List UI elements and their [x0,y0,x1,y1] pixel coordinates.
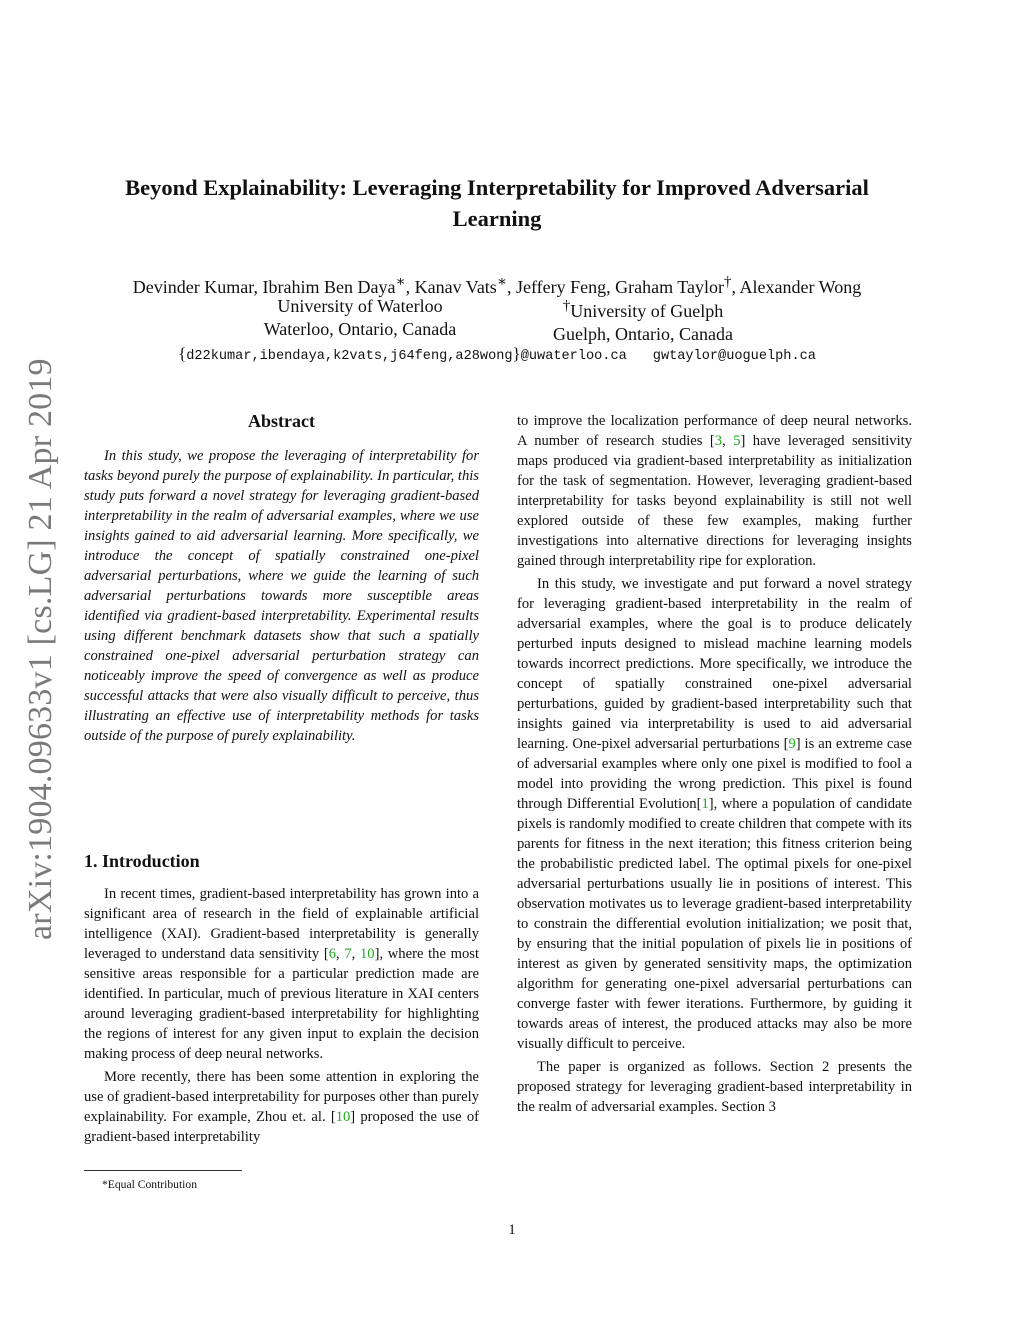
right-paragraph-3: The paper is organized as follows. Section 2 presents the proposed strategy for leveraging gradient-based interpretability in the realm of adversarial examples. Section 3 [517,1059,912,1115]
page-number: 1 [508,1222,516,1238]
citation-link[interactable]: 10 [359,946,375,962]
email-usernames: d22kumar,ibendaya,k2vats,j64feng,a28wong [186,349,513,364]
introduction-heading: 1. Introduction [84,851,200,871]
citation-link[interactable]: 5 [733,433,741,449]
author-emails [60,344,934,367]
citation-link[interactable]: 3 [714,433,723,449]
author-names: Devinder Kumar, Ibrahim Ben Daya [132,277,396,297]
author-names: , Kanav Vats [405,277,497,297]
affiliation-waterloo [255,295,465,341]
citation-link[interactable]: 10 [335,1109,351,1125]
dagger-mark: † [562,298,571,314]
right-column [517,411,912,1117]
introduction-section [84,849,479,1147]
email-guelph: gwtaylor@uoguelph.ca [652,349,816,364]
email-open-brace: { [178,344,187,363]
affiliation-location: Waterloo, Ontario, Canada [263,319,457,339]
affiliation-guelph [533,295,753,346]
intro-paragraph-2: More recently, there has been some attention in exploring the use of gradient-based interpretability for purposes other than purely explainability. For example, Zhou et. al. [10] proposed the use of gradient-based interpretability [84,1069,479,1145]
citation-link[interactable]: 9 [788,736,796,752]
paper-title: Beyond Explainability: Leveraging Interpretability for Improved Adversarial Learning [125,175,869,231]
affiliation-name: University of Waterloo [277,296,443,316]
affiliation-location: Guelph, Ontario, Canada [553,324,733,344]
equal-contribution-mark: ∗ [395,274,406,290]
dagger-mark: † [724,274,732,290]
right-paragraph-1: to improve the localization performance of deep neural networks. A number of research studies [3, 5] have leveraged sensitivity maps produced via gradient-based interpretability as initialization for the task of segmentation. However, leveraging gradient-based interpretability for tasks beyond explainability is still not well explored outside of these few examples, making further investigations into alternative directions for leveraging insights gained through interpretability ripe for exploration. [517,413,912,569]
abstract-heading: Abstract [248,411,315,431]
equal-contribution-mark: ∗ [496,274,508,290]
intro-paragraph-1: In recent times, gradient-based interpretability has grown into a significant area of research in the field of explainable artificial intelligence (XAI). Gradient-based interpretability is generally leveraged to understand data sensitivity [6, 7, 10], where the most sensitive areas responsible for a particular prediction made are identified. In particular, much of previous literature in XAI centers around leveraging gradient-based interpretability for highlighting the regions of interest for any given input to explain the decision making process of deep neural networks. [84,886,480,1062]
right-paragraph-2: In this study, we investigate and put forward a novel strategy for leveraging gradient-based interpretability in the realm of adversarial examples, where the goal is to produce delicately perturbed inputs designed to mislead machine learning models towards incorrect predictions. More specifically, we introduce the concept of spatially constrained one-pixel adversarial perturbations, guided by gradient-based interpretability such that insights gained via interpretability is used to aid adversarial learning. One-pixel adversarial perturbations [9] is an extreme case of adversarial examples where only one pixel is modified to fool a model into providing the wrong prediction. This pixel is found through Differential Evolution[1], where a population of candidate pixels is randomly modified to create children that compete with its parents for fitness in the next iteration; this fitness criterion being the probabilistic predicted label. The optimal pixels for one-pixel adversarial perturbations usually lie in positions of interest. This observation motivates us to leverage gradient-based interpretability to constrain the differential evolution initialization; we posit that, by ensuring that the initial population of pixels lie in positions of interest as given by generated sensitivity maps, the optimization algorithm for generating one-pixel adversarial perturbations can converge faster with fewer iterations. Furthermore, by guiding it towards areas of interest, the produced attacks may also be more visually difficult to perceive. [517,576,912,1052]
affiliation-name: †University of Guelph [562,298,724,321]
abstract-text: In this study, we propose the leveraging of interpretability for tasks beyond purely the purpose of explainability. In particular, this study puts forward a novel strategy for leveraging gradient-based interpretability in the realm of adversarial examples, where we use insights gained to aid adversarial learning. More specifically, we introduce the concept of spatially constrained one-pixel adversarial perturbations, where we guide the learning of such adversarial perturbations towards more susceptible areas identified via gradient-based interpretability. Experimental results using different benchmark datasets show that such a spatially constrained one-pixel adversarial perturbation strategy can noticeably improve the speed of convergence as well as produce successful attacks that were also visually difficult to perceive, thus illustrating an effective use of interpretability methods for tasks outside of the purpose of purely explainability. [84,448,479,744]
author-names: , Jeffery Feng, Graham Taylor [507,277,725,297]
author-list [60,270,934,299]
arxiv-identifier: arXiv:1904.09633v1 [cs.LG] 21 Apr 2019 [22,358,59,940]
citation-link[interactable]: 7 [344,946,352,962]
footnote-rule [84,1170,242,1171]
left-column [84,409,479,746]
citation-link[interactable]: 6 [328,946,336,962]
author-names: , Alexander Wong [731,277,862,297]
citation-link[interactable]: 1 [701,796,709,812]
footnote: *Equal Contribution [102,1178,197,1191]
email-domain: @uwaterloo.ca [520,349,627,364]
email-close-brace: } [512,344,521,363]
